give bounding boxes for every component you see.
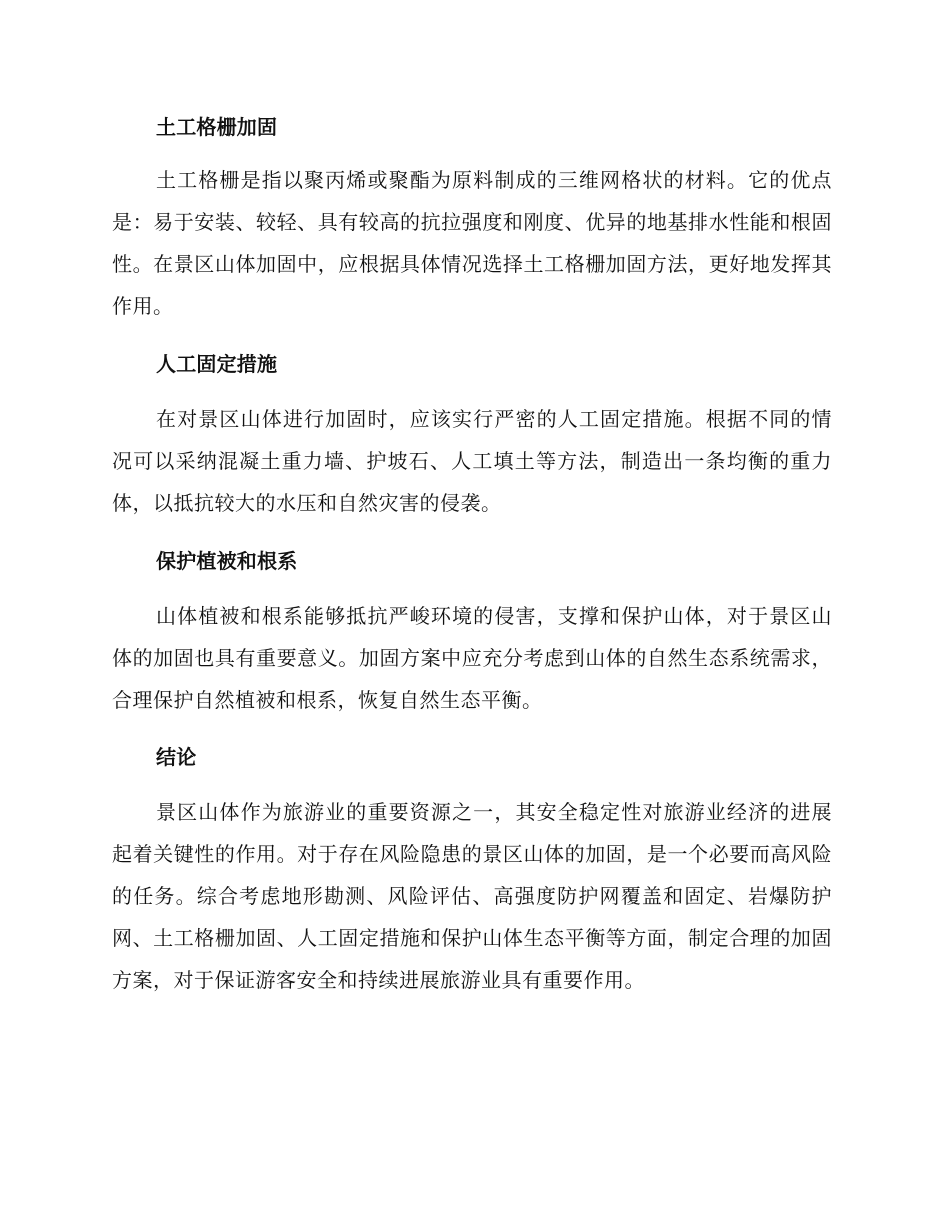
section-paragraph-manual-fixing: 在对景区山体进行加固时，应该实行严密的人工固定措施。根据不同的情况可以采纳混凝土重力墙、护坡石、人工填土等方法，制造出一条均衡的重力体，以抵抗较大的水压和自然灾害的侵袭。 — [112, 407, 832, 515]
section-paragraph-vegetation: 山体植被和根系能够抵抗严峻环境的侵害，支撑和保护山体，对于景区山体的加固也具有重要意义。加固方案中应充分考虑到山体的自然生态系统需求，合理保护自然植被和根系，恢复自然生态平衡。 — [112, 604, 832, 712]
section-paragraph-conclusion: 景区山体作为旅游业的重要资源之一，其安全稳定性对旅游业经济的进展起着关键性的作用。对于存在风险隐患的景区山体的加固，是一个必要而高风险的任务。综合考虑地形勘测、风险评估、高强度防护网覆盖和固定、岩爆防护网、土工格栅加固、人工固定措施和保护山体生态平衡等方面，制定合理的加固方案，对于保证游客安全和持续进展旅游业具有重要作用。 — [112, 800, 832, 992]
section-heading-conclusion: 结论 — [156, 745, 197, 769]
section-heading-geogrid: 土工格栅加固 — [156, 115, 278, 139]
section-heading-vegetation: 保护植被和根系 — [156, 549, 298, 573]
document-content — [112, 110, 832, 1001]
section-paragraph-geogrid: 土工格栅是指以聚丙烯或聚酯为原料制成的三维网格状的材料。它的优点是：易于安装、较轻、具有较高的抗拉强度和刚度、优异的地基排水性能和根固性。在景区山体加固中，应根据具体情况选择土工格栅加固方法，更好地发挥其作用。 — [112, 168, 832, 318]
section-heading-manual-fixing: 人工固定措施 — [156, 352, 278, 376]
